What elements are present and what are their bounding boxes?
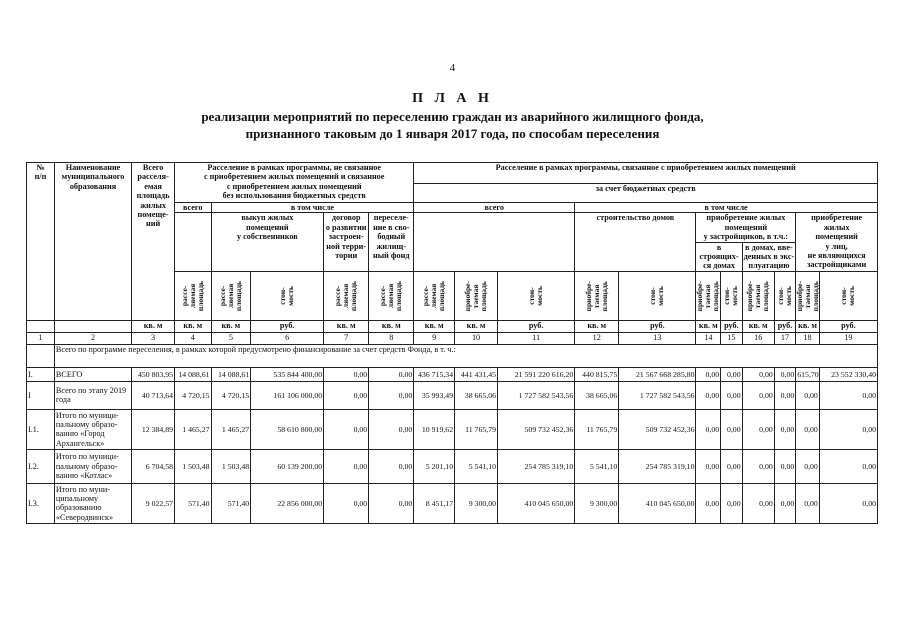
vlabel-c16: приобре- таемая площадь bbox=[745, 280, 771, 311]
program-note-row bbox=[27, 344, 878, 367]
row-value: 410 045 650,00 bbox=[619, 483, 696, 523]
row-value: 254 785 319,10 bbox=[498, 449, 575, 483]
row-value: 38 665,06 bbox=[455, 381, 498, 409]
row-value: 254 785 319,10 bbox=[619, 449, 696, 483]
unit-cell: кв. м bbox=[175, 320, 211, 332]
row-value: 0,00 bbox=[819, 483, 877, 523]
row-value: 0,00 bbox=[742, 409, 774, 449]
header-v-stroyashchikhsya: в строящих- ся домах bbox=[696, 242, 742, 271]
row-value: 1 465,27 bbox=[175, 409, 211, 449]
row-value: 14 088,61 bbox=[175, 367, 211, 381]
title-line-1: П Л А Н bbox=[412, 91, 493, 106]
header-no: № п/п bbox=[27, 163, 55, 321]
row-value: 9 300,00 bbox=[575, 483, 619, 523]
column-number: 5 bbox=[211, 332, 251, 344]
row-value: 535 844 400,00 bbox=[251, 367, 324, 381]
column-number: 3 bbox=[132, 332, 175, 344]
row-name: Итого по муни-ципальному образованию «Северодвинск» bbox=[54, 483, 131, 523]
row-value: 12 384,89 bbox=[132, 409, 175, 449]
header-dogovor: договор о развитии застроен- ной терри- тории bbox=[324, 213, 369, 271]
unit-cell: кв. м bbox=[796, 320, 820, 332]
row-name: Итого по муници-пальному образо-ванию «Город Архангельск» bbox=[54, 409, 131, 449]
row-value: 0,00 bbox=[324, 409, 369, 449]
unit-cell: руб. bbox=[498, 320, 575, 332]
unit-cell: руб. bbox=[819, 320, 877, 332]
table-row bbox=[27, 367, 878, 381]
column-number: 1 bbox=[27, 332, 55, 344]
page-number: 4 bbox=[449, 62, 456, 74]
row-value: 0,00 bbox=[696, 409, 721, 449]
row-value: 0,00 bbox=[796, 409, 820, 449]
table-row bbox=[27, 449, 878, 483]
row-value: 0,00 bbox=[742, 449, 774, 483]
row-number: I.3. bbox=[27, 483, 55, 523]
vlabel-c6: стои- мость bbox=[278, 285, 296, 306]
unit-cell: кв. м bbox=[575, 320, 619, 332]
row-value: 0,00 bbox=[742, 381, 774, 409]
unit-cell: кв. м bbox=[132, 320, 175, 332]
row-value: 0,00 bbox=[696, 381, 721, 409]
row-value: 21 591 220 616,20 bbox=[498, 367, 575, 381]
row-value: 0,00 bbox=[324, 367, 369, 381]
row-value: 0,00 bbox=[696, 449, 721, 483]
row-value: 0,00 bbox=[774, 381, 795, 409]
header-v-domakh: в домах, вве- денных в экс- плуатацию bbox=[743, 242, 795, 271]
row-value: 0,00 bbox=[369, 409, 414, 449]
header-pereselenie: переселе- ние в сво- бодный жилищ- ный фонд bbox=[369, 213, 414, 271]
row-value: 0,00 bbox=[742, 367, 774, 381]
row-number: I.2. bbox=[27, 449, 55, 483]
column-number: 19 bbox=[819, 332, 877, 344]
row-value: 509 732 452,36 bbox=[619, 409, 696, 449]
title-line-2: реализации мероприятий по переселению граждан из аварийного жилищного фонда, bbox=[201, 109, 704, 124]
row-value: 436 715,34 bbox=[414, 367, 455, 381]
row-value: 0,00 bbox=[774, 449, 795, 483]
row-value: 22 856 000,00 bbox=[251, 483, 324, 523]
header-budget: за счет бюджетных средств bbox=[414, 184, 878, 203]
row-value: 0,00 bbox=[369, 449, 414, 483]
vlabel-c4: рассе- ляемая площадь bbox=[179, 280, 205, 311]
row-value: 58 610 800,00 bbox=[251, 409, 324, 449]
units-row bbox=[27, 320, 878, 332]
row-value: 0,00 bbox=[324, 449, 369, 483]
document-title bbox=[0, 90, 905, 142]
row-value: 0,00 bbox=[721, 483, 742, 523]
row-value: 4 720,15 bbox=[211, 381, 251, 409]
row-value: 0,00 bbox=[369, 381, 414, 409]
unit-cell: кв. м bbox=[742, 320, 774, 332]
unit-cell: руб. bbox=[774, 320, 795, 332]
row-value: 0,00 bbox=[721, 367, 742, 381]
header-priobretenie-zastroyshchikov: приобретение жилых помещений у застройщиков, в т.ч.: bbox=[696, 213, 796, 242]
row-value: 40 713,64 bbox=[132, 381, 175, 409]
row-value: 6 704,58 bbox=[132, 449, 175, 483]
row-value: 9 022,57 bbox=[132, 483, 175, 523]
column-number: 15 bbox=[721, 332, 742, 344]
vlabel-c9: рассе- ляемая площадь bbox=[421, 280, 447, 311]
header-a-including: в том числе bbox=[211, 203, 414, 213]
vlabel-c15: стои- мость bbox=[722, 285, 740, 306]
vlabel-c11: стои- мость bbox=[527, 285, 545, 306]
row-value: 1 727 582 543,56 bbox=[498, 381, 575, 409]
vlabel-c10: приобре- таемая площадь bbox=[463, 280, 489, 311]
header-priobretenie-lits: приобретение жилых помещений у лиц, не являющихся застройщиками bbox=[796, 213, 878, 271]
row-value: 0,00 bbox=[819, 409, 877, 449]
row-value: 60 139 200,00 bbox=[251, 449, 324, 483]
vlabel-c18: приобре- таемая площадь bbox=[794, 280, 820, 311]
row-value: 1 503,48 bbox=[175, 449, 211, 483]
row-value: 10 919,62 bbox=[414, 409, 455, 449]
row-value: 441 431,45 bbox=[455, 367, 498, 381]
row-number: I bbox=[27, 381, 55, 409]
vlabel-c7: рассе- ляемая площадь bbox=[333, 280, 359, 311]
row-value: 0,00 bbox=[796, 381, 820, 409]
header-group-a: Расселение в рамках программы, не связанное с приобретением жилых помещений и связанное с приобретением жилых помещений без использования бюджетных средств bbox=[175, 163, 414, 203]
row-value: 11 765,79 bbox=[575, 409, 619, 449]
row-name: Итого по муници-пальному образо-ванию «Котлас» bbox=[54, 449, 131, 483]
row-value: 161 106 000,00 bbox=[251, 381, 324, 409]
header-b-including: в том числе bbox=[575, 203, 878, 213]
row-value: 8 451,17 bbox=[414, 483, 455, 523]
column-number: 10 bbox=[455, 332, 498, 344]
unit-cell: кв. м bbox=[211, 320, 251, 332]
column-numbers-row bbox=[27, 332, 878, 344]
column-number: 16 bbox=[742, 332, 774, 344]
title-line-3: признанного таковым до 1 января 2017 года, по способам переселения bbox=[245, 126, 660, 141]
row-value: 0,00 bbox=[819, 449, 877, 483]
column-number: 17 bbox=[774, 332, 795, 344]
header-b-total: всего bbox=[414, 203, 575, 213]
header-vykup: выкуп жилых помещений у собственников bbox=[211, 213, 324, 271]
row-value: 615,70 bbox=[796, 367, 820, 381]
row-value: 410 045 650,00 bbox=[498, 483, 575, 523]
vlabel-c12: приобре- таемая площадь bbox=[583, 280, 609, 311]
column-number: 13 bbox=[619, 332, 696, 344]
row-value: 450 803,95 bbox=[132, 367, 175, 381]
row-value: 0,00 bbox=[721, 449, 742, 483]
row-value: 0,00 bbox=[324, 381, 369, 409]
row-value: 0,00 bbox=[721, 409, 742, 449]
row-value: 23 552 330,40 bbox=[819, 367, 877, 381]
row-value: 38 665,06 bbox=[575, 381, 619, 409]
table-row bbox=[27, 409, 878, 449]
column-number: 9 bbox=[414, 332, 455, 344]
row-value: 0,00 bbox=[742, 483, 774, 523]
vlabel-c13: стои- мость bbox=[648, 285, 666, 306]
row-value: 5 541,10 bbox=[575, 449, 619, 483]
table-row bbox=[27, 483, 878, 523]
column-number: 2 bbox=[54, 332, 131, 344]
vlabel-c8: рассе- ляемая площадь bbox=[378, 280, 404, 311]
column-number: 6 bbox=[251, 332, 324, 344]
row-value: 21 567 668 285,80 bbox=[619, 367, 696, 381]
row-number: I.1. bbox=[27, 409, 55, 449]
row-value: 4 720,15 bbox=[175, 381, 211, 409]
row-value: 0,00 bbox=[324, 483, 369, 523]
row-value: 5 541,10 bbox=[455, 449, 498, 483]
header-name: Наименование муниципального образования bbox=[54, 163, 131, 321]
unit-cell: кв. м bbox=[324, 320, 369, 332]
unit-cell: кв. м bbox=[369, 320, 414, 332]
row-value: 1 727 582 543,56 bbox=[619, 381, 696, 409]
row-value: 1 465,27 bbox=[211, 409, 251, 449]
row-value: 0,00 bbox=[774, 367, 795, 381]
vlabel-c5: рассе- ляемая площадь bbox=[217, 280, 243, 311]
vlabel-c19: стои- мость bbox=[839, 285, 857, 306]
column-number: 12 bbox=[575, 332, 619, 344]
row-value: 5 201,10 bbox=[414, 449, 455, 483]
table-row bbox=[27, 381, 878, 409]
row-number: I. bbox=[27, 367, 55, 381]
column-number: 14 bbox=[696, 332, 721, 344]
row-value: 0,00 bbox=[369, 483, 414, 523]
vlabel-c17: стои- мость bbox=[776, 285, 794, 306]
column-number: 8 bbox=[369, 332, 414, 344]
row-name: ВСЕГО bbox=[54, 367, 131, 381]
row-value: 0,00 bbox=[796, 449, 820, 483]
unit-cell: руб. bbox=[721, 320, 742, 332]
row-value: 0,00 bbox=[721, 381, 742, 409]
column-number: 18 bbox=[796, 332, 820, 344]
row-value: 571,40 bbox=[211, 483, 251, 523]
row-value: 0,00 bbox=[696, 367, 721, 381]
row-value: 11 765,79 bbox=[455, 409, 498, 449]
column-number: 4 bbox=[175, 332, 211, 344]
row-value: 14 088,61 bbox=[211, 367, 251, 381]
header-total-area: Всего расселя- емая площадь жилых помеще- ний bbox=[132, 163, 175, 321]
row-value: 0,00 bbox=[369, 367, 414, 381]
column-number: 7 bbox=[324, 332, 369, 344]
row-value: 9 300,00 bbox=[455, 483, 498, 523]
row-value: 35 993,49 bbox=[414, 381, 455, 409]
vlabel-c14: приобре- таемая площадь bbox=[695, 280, 721, 311]
row-value: 0,00 bbox=[696, 483, 721, 523]
header-stroitelstvo: строительство домов bbox=[575, 213, 696, 271]
resettlement-plan-table bbox=[26, 162, 878, 524]
row-value: 0,00 bbox=[774, 483, 795, 523]
row-value: 0,00 bbox=[819, 381, 877, 409]
row-value: 440 815,75 bbox=[575, 367, 619, 381]
row-value: 571,40 bbox=[175, 483, 211, 523]
unit-cell: кв. м bbox=[455, 320, 498, 332]
row-value: 0,00 bbox=[774, 409, 795, 449]
column-number: 11 bbox=[498, 332, 575, 344]
header-group-b: Расселение в рамках программы, связанное с приобретением жилых помещений bbox=[414, 163, 878, 184]
unit-cell: руб. bbox=[251, 320, 324, 332]
unit-cell: кв. м bbox=[414, 320, 455, 332]
program-note: Всего по программе переселения, в рамках которой предусмотрено финансирование за счет средств Фонда, в т. ч.: bbox=[54, 344, 877, 367]
unit-cell: кв. м bbox=[696, 320, 721, 332]
header-a-total: всего bbox=[175, 203, 211, 213]
unit-cell: руб. bbox=[619, 320, 696, 332]
row-value: 0,00 bbox=[796, 483, 820, 523]
row-value: 1 503,48 bbox=[211, 449, 251, 483]
row-name: Всего по этапу 2019 года bbox=[54, 381, 131, 409]
row-value: 509 732 452,36 bbox=[498, 409, 575, 449]
